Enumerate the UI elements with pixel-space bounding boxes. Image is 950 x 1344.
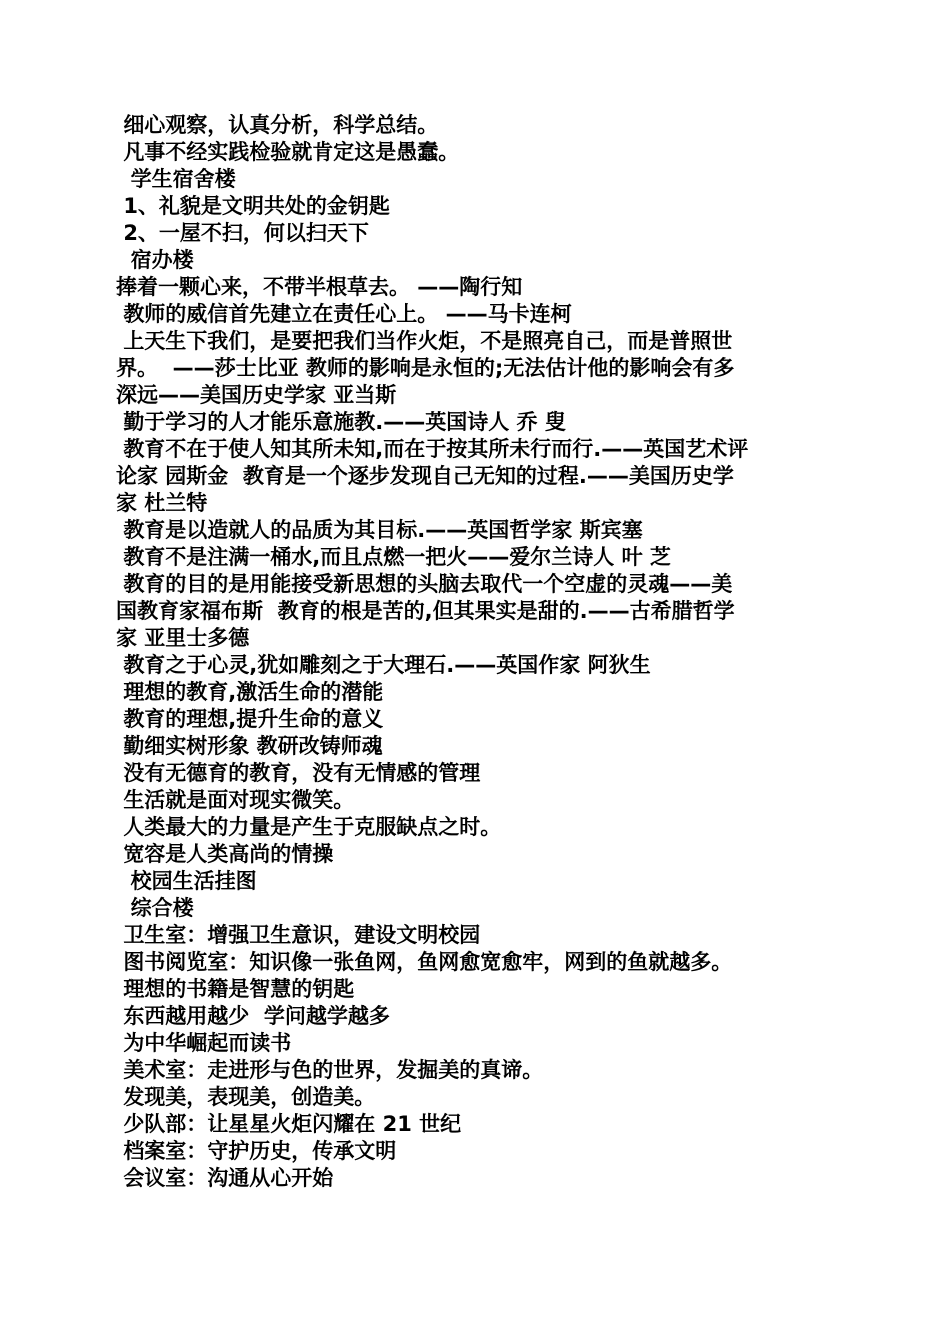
text-line: 会议室：沟通从心开始 (116, 1166, 334, 1190)
text-line: 教育的理想,提升生命的意义 (116, 707, 384, 731)
text-line: 教育的目的是用能接受新思想的头脑去取代一个空虚的灵魂——美 (116, 572, 733, 596)
text-line: 凡事不经实践检验就肯定这是愚蠢。 (116, 140, 460, 164)
text-line: 图书阅览室：知识像一张鱼网，鱼网愈宽愈牢，网到的鱼就越多。 (116, 950, 733, 974)
text-line: 教育是以造就人的品质为其目标.——英国哲学家 斯宾塞 (116, 518, 643, 542)
text-line: 家 亚里士多德 (116, 626, 250, 650)
text-line: 论家 园斯金 教育是一个逐步发现自己无知的过程.——美国历史学 (116, 464, 734, 488)
section-heading: 学生宿舍楼 (116, 167, 236, 191)
text-line: 人类最大的力量是产生于克服缺点之时。 (116, 815, 502, 839)
text-line: 理想的书籍是智慧的钥匙 (116, 977, 355, 1001)
text-line: 2、一屋不扫，何以扫天下 (116, 221, 369, 245)
text-line: 家 杜兰特 (116, 491, 208, 515)
text-line: 勤于学习的人才能乐意施教.——英国诗人 乔 叟 (116, 410, 566, 434)
text-line: 东西越用越少 学问越学越多 (116, 1004, 390, 1028)
text-line: 界。 ——莎士比亚 教师的影响是永恒的;无法估计他的影响会有多 (116, 356, 735, 380)
text-line: 没有无德育的教育，没有无情感的管理 (116, 761, 481, 785)
text-line: 深远——美国历史学家 亚当斯 (116, 383, 397, 407)
text-line: 为中华崛起而读书 (116, 1031, 292, 1055)
text-line: 上天生下我们，是要把我们当作火炬，不是照亮自己，而是普照世 (116, 329, 733, 353)
text-line: 勤细实树形象 教研改铸师魂 (116, 734, 383, 758)
section-heading: 宿办楼 (116, 248, 194, 272)
text-line: 教育不是注满一桶水,而且点燃一把火——爱尔兰诗人 叶 芝 (116, 545, 671, 569)
text-line: 教师的威信首先建立在责任心上。 ——马卡连柯 (116, 302, 572, 326)
text-line: 卫生室：增强卫生意识，建设文明校园 (116, 923, 481, 947)
text-line: 理想的教育,激活生命的潜能 (116, 680, 384, 704)
text-line: 细心观察，认真分析，科学总结。 (116, 113, 439, 137)
text-line: 1、礼貌是文明共处的金钥匙 (116, 194, 390, 218)
section-heading: 校园生活挂图 (116, 869, 257, 893)
text-line: 国教育家福布斯 教育的根是苦的,但其果实是甜的.——古希腊哲学 (116, 599, 735, 623)
text-line: 教育之于心灵,犹如雕刻之于大理石.——英国作家 阿狄生 (116, 653, 651, 677)
text-line: 档案室：守护历史，传承文明 (116, 1139, 397, 1163)
text-line: 宽容是人类高尚的情操 (116, 842, 334, 866)
section-heading: 综合楼 (116, 896, 194, 920)
text-line: 发现美，表现美，创造美。 (116, 1085, 376, 1109)
text-line: 生活就是面对现实微笑。 (116, 788, 355, 812)
document-body (116, 112, 836, 1192)
text-line: 教育不在于使人知其所未知,而在于按其所未行而行.——英国艺术评 (116, 437, 749, 461)
text-line: 捧着一颗心来，不带半根草去。 ——陶行知 (116, 275, 523, 299)
text-line: 少队部：让星星火炬闪耀在 21 世纪 (116, 1112, 462, 1136)
text-line: 美术室：走进形与色的世界，发掘美的真谛。 (116, 1058, 544, 1082)
